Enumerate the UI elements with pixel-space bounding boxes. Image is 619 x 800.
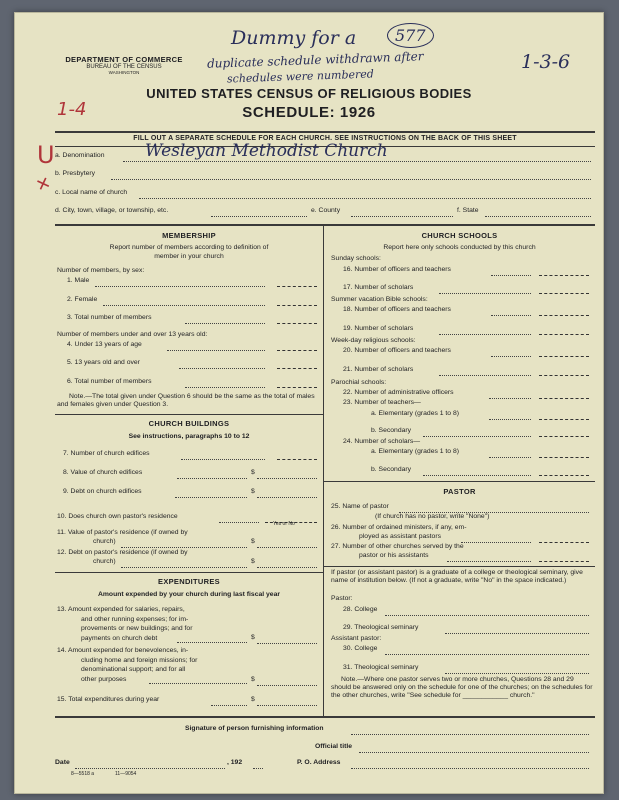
pastor-subhead: Pastor:: [331, 595, 353, 602]
q24b-answer[interactable]: [539, 475, 589, 476]
membership-note: Note.—The total given under Question 6 should be the same as the total of males and females given under Question 3.: [57, 393, 315, 409]
membership-rule: [55, 414, 323, 415]
city-label: d. City, town, village, or township, etc.: [55, 207, 169, 214]
q24-label: 24. Number of scholars—: [343, 438, 421, 445]
title-rule: [55, 131, 595, 133]
q14-line-1: 14. Amount expended for benevolences, in-: [57, 647, 189, 654]
q13-answer[interactable]: [257, 643, 317, 644]
q6-answer[interactable]: [277, 387, 317, 388]
q20-answer[interactable]: [539, 356, 589, 357]
q22-answer[interactable]: [539, 398, 589, 399]
q6-label: 6. Total number of members: [67, 378, 152, 385]
column-divider: [323, 226, 324, 716]
q24b-leader: [423, 475, 531, 476]
q25-hint: (If church has no pastor, write "None"): [375, 513, 490, 520]
date-field[interactable]: [75, 768, 225, 769]
q3-label: 3. Total number of members: [67, 314, 152, 321]
buildings-sub: See instructions, paragraphs 10 to 12: [128, 433, 250, 440]
q13-line-1: 13. Amount expended for salaries, repairs,: [57, 606, 185, 613]
date-label: Date: [55, 759, 70, 766]
q5-answer[interactable]: [277, 368, 317, 369]
q9-answer[interactable]: [257, 497, 317, 498]
q13-line-3: provements or new buildings; and for: [81, 625, 193, 633]
q11-label-1: 11. Value of pastor's residence (if owned by: [57, 529, 188, 536]
print-number: 11—9054: [115, 771, 137, 777]
q23b-label: b. Secondary: [371, 427, 412, 434]
q23-label: 23. Number of teachers—: [343, 399, 421, 406]
q14-dollar: $: [251, 676, 255, 683]
q30-label: 30. College: [343, 645, 378, 652]
footer-rule: [55, 716, 595, 718]
signature-label: Signature of person furnishing information: [185, 725, 324, 732]
official-title-label: Official title: [315, 743, 353, 750]
date-year: , 192: [227, 759, 243, 766]
q15-label: 15. Total expenditures during year: [57, 696, 160, 703]
sunday-schools-label: Sunday schools:: [331, 255, 381, 262]
assistant-subhead: Assistant pastor:: [331, 635, 382, 642]
q26-answer[interactable]: [539, 542, 589, 543]
q17-leader: [439, 293, 531, 294]
handwritten-code: 1-4: [57, 99, 87, 120]
handwritten-denomination: Wesleyan Methodist Church: [145, 141, 388, 161]
q15-leader: [211, 705, 247, 706]
handwritten-note-2: schedules were numbered: [226, 67, 375, 86]
schools-rule: [324, 481, 595, 482]
q17-label: 17. Number of scholars: [343, 284, 414, 291]
weekday-schools-label: Week-day religious schools:: [331, 337, 416, 344]
q12-label-2: church): [93, 558, 116, 565]
q14-leader: [149, 683, 247, 684]
q13-line-4: payments on church debt: [81, 634, 158, 642]
handwritten-note-1: duplicate schedule withdrawn after: [206, 49, 424, 71]
q9-label: 9. Debt on church edifices: [63, 488, 142, 495]
q2-answer[interactable]: [277, 305, 317, 306]
q28-answer[interactable]: [385, 615, 589, 616]
q29-label: 29. Theological seminary: [343, 624, 419, 631]
q19-label: 19. Number of scholars: [343, 325, 414, 332]
q1-leader: [95, 286, 265, 287]
q30-answer[interactable]: [385, 654, 589, 655]
q2-label: 2. Female: [67, 296, 98, 303]
q23b-leader: [423, 436, 531, 437]
expenditures-sub: Amount expended by your church during last fiscal year: [97, 591, 281, 598]
membership-intro-2: member in your church: [154, 253, 224, 260]
official-title-field[interactable]: [359, 752, 589, 753]
q27-answer[interactable]: [539, 561, 589, 562]
county-field[interactable]: [351, 216, 453, 217]
q8-leader: [177, 478, 247, 479]
q9-dollar: $: [251, 488, 255, 495]
q29-answer[interactable]: [445, 633, 589, 634]
q21-answer[interactable]: [539, 375, 589, 376]
local-name-field[interactable]: [139, 198, 591, 199]
q12-answer[interactable]: [257, 567, 317, 568]
signature-field[interactable]: [351, 734, 589, 735]
yes-no-hint: Yes or No: [273, 521, 295, 527]
q20-label: 20. Number of officers and teachers: [343, 347, 451, 354]
form-number: 8—5518 a: [71, 771, 95, 777]
q23a-leader: [489, 419, 531, 420]
department-name: DEPARTMENT OF COMMERCE: [65, 55, 183, 64]
q19-leader: [439, 334, 531, 335]
membership-heading: MEMBERSHIP: [162, 231, 216, 240]
q13-line-2: and other running expenses; for im-: [81, 615, 189, 623]
q26-label-1: 26. Number of ordained ministers, if any, em-: [331, 524, 467, 531]
buildings-rule: [55, 572, 323, 573]
q27-leader: [447, 561, 531, 562]
q23a-answer[interactable]: [539, 419, 589, 420]
q2-leader: [103, 305, 265, 306]
q15-dollar: $: [251, 696, 255, 703]
q13-dollar: $: [251, 634, 255, 641]
county-label: e. County: [311, 207, 341, 214]
q8-label: 8. Value of church edifices: [63, 469, 143, 476]
q7-leader: [181, 459, 265, 460]
form-title: UNITED STATES CENSUS OF RELIGIOUS BODIES: [146, 86, 472, 101]
q3-answer[interactable]: [277, 323, 317, 324]
q8-answer[interactable]: [257, 478, 317, 479]
q10-label: 10. Does church own pastor's residence: [57, 513, 178, 520]
q24b-label: b. Secondary: [371, 466, 412, 473]
q27-label-2: pastor or his assistants: [359, 552, 429, 559]
q13-label: [57, 605, 192, 643]
summer-schools-label: Summer vacation Bible schools:: [331, 296, 428, 303]
handwritten-date: 1-3-6: [521, 51, 571, 73]
schools-sub: Report here only schools conducted by this church: [383, 244, 536, 251]
department-header: [61, 55, 187, 75]
q4-label: 4. Under 13 years of age: [67, 341, 142, 348]
q26-label-2: ployed as assistant pastors: [359, 533, 441, 540]
q1-label: 1. Male: [67, 277, 90, 284]
q4-leader: [167, 350, 265, 351]
instructions-line: FILL OUT A SEPARATE SCHEDULE FOR EACH CHURCH. SEE INSTRUCTIONS ON THE BACK OF THIS SHEET: [133, 135, 517, 142]
graduate-instructions: If pastor (or assistant pastor) is a graduate of a college or theological seminary, give name of institution below. (If not a graduate, write "No" in the space indicated.): [331, 569, 583, 585]
presbytery-field[interactable]: [111, 179, 591, 180]
q14-line-3: denominational support; and for all: [81, 666, 186, 674]
q18-label: 18. Number of officers and teachers: [343, 306, 451, 313]
handwritten-number: 577: [387, 23, 434, 48]
q16-answer[interactable]: [539, 275, 589, 276]
q13-leader: [177, 642, 247, 643]
po-address-label: P. O. Address: [297, 759, 341, 766]
q23b-answer[interactable]: [539, 436, 589, 437]
age-label: Number of members under and over 13 years old:: [57, 331, 208, 338]
census-schedule-page: [14, 12, 604, 794]
denomination-field[interactable]: [123, 161, 591, 162]
city-field[interactable]: [211, 216, 307, 217]
q4-answer[interactable]: [277, 350, 317, 351]
q11-label-2: church): [93, 538, 116, 545]
schedule-title: SCHEDULE: 1926: [242, 104, 376, 121]
city-name: WASHINGTON: [108, 70, 140, 75]
q5-label: 5. 13 years old and over: [67, 359, 140, 366]
members-by-sex-label: Number of members, by sex:: [57, 267, 145, 274]
q7-answer[interactable]: [277, 459, 317, 460]
local-name-label: c. Local name of church: [55, 189, 128, 196]
q16-leader: [491, 275, 531, 276]
red-x-mark: +: [30, 168, 57, 198]
bureau-name: BUREAU OF THE CENSUS: [86, 64, 162, 70]
parochial-schools-label: Parochial schools:: [331, 379, 387, 386]
q22-leader: [489, 398, 531, 399]
q12-label-1: 12. Debt on pastor's residence (if owned by: [57, 549, 188, 556]
denomination-label: a. Denomination: [55, 152, 105, 159]
presbytery-label: b. Presbytery: [55, 170, 96, 177]
red-u-mark: U: [37, 141, 55, 169]
q21-leader: [439, 375, 531, 376]
q24a-leader: [489, 457, 531, 458]
q8-dollar: $: [251, 469, 255, 476]
membership-intro-1: Report number of members according to definition of: [109, 244, 269, 251]
section-rule-top: [55, 224, 595, 226]
buildings-heading: CHURCH BUILDINGS: [148, 419, 230, 428]
q25-label: 25. Name of pastor: [331, 503, 389, 510]
q31-answer[interactable]: [445, 673, 589, 674]
q19-answer[interactable]: [539, 334, 589, 335]
q22-label: 22. Number of administrative officers: [343, 389, 454, 396]
q14-line-2: cluding home and foreign missions; for: [81, 656, 198, 664]
q5-leader: [179, 368, 265, 369]
state-label: f. State: [457, 207, 479, 214]
q16-label: 16. Number of officers and teachers: [343, 266, 451, 273]
q9-leader: [175, 497, 247, 498]
q10-leader: [219, 522, 259, 523]
pastor-note: Note.—Where one pastor serves two or more churches, Questions 28 and 29 should be answered only on the schedule for one of the churches; on the schedules for the other churches, write "See schedule for ____________ church.": [331, 676, 593, 700]
q18-answer[interactable]: [539, 315, 589, 316]
q27-label-1: 27. Number of other churches served by the: [331, 543, 464, 550]
q24a-label: a. Elementary (grades 1 to 8): [371, 448, 460, 455]
q21-label: 21. Number of scholars: [343, 366, 414, 373]
state-field[interactable]: [485, 216, 591, 217]
q7-label: 7. Number of church edifices: [63, 450, 150, 457]
q28-label: 28. College: [343, 606, 378, 613]
pastor-heading: PASTOR: [443, 487, 476, 496]
pastor-rule: [324, 566, 595, 567]
q31-label: 31. Theological seminary: [343, 664, 419, 671]
q1-answer[interactable]: [277, 286, 317, 287]
q14-label: [57, 646, 197, 684]
q12-dollar: $: [251, 558, 255, 565]
q18-leader: [491, 315, 531, 316]
q17-answer[interactable]: [539, 293, 589, 294]
q3-leader: [185, 323, 265, 324]
q11-answer[interactable]: [257, 547, 317, 548]
q12-leader: [121, 567, 247, 568]
expenditures-heading: EXPENDITURES: [158, 577, 220, 586]
q14-line-4: other purposes: [81, 675, 127, 683]
q11-leader: [121, 547, 247, 548]
schools-heading: CHURCH SCHOOLS: [421, 231, 498, 240]
q20-leader: [491, 356, 531, 357]
handwritten-dummy: Dummy for a: [231, 27, 357, 49]
q24a-answer[interactable]: [539, 457, 589, 458]
q15-answer[interactable]: [257, 705, 317, 706]
q23a-label: a. Elementary (grades 1 to 8): [371, 410, 460, 417]
q11-dollar: $: [251, 538, 255, 545]
q6-leader: [185, 387, 265, 388]
q26-leader: [461, 542, 531, 543]
year-field[interactable]: [253, 768, 263, 769]
q14-answer[interactable]: [257, 685, 317, 686]
po-address-field[interactable]: [351, 768, 589, 769]
